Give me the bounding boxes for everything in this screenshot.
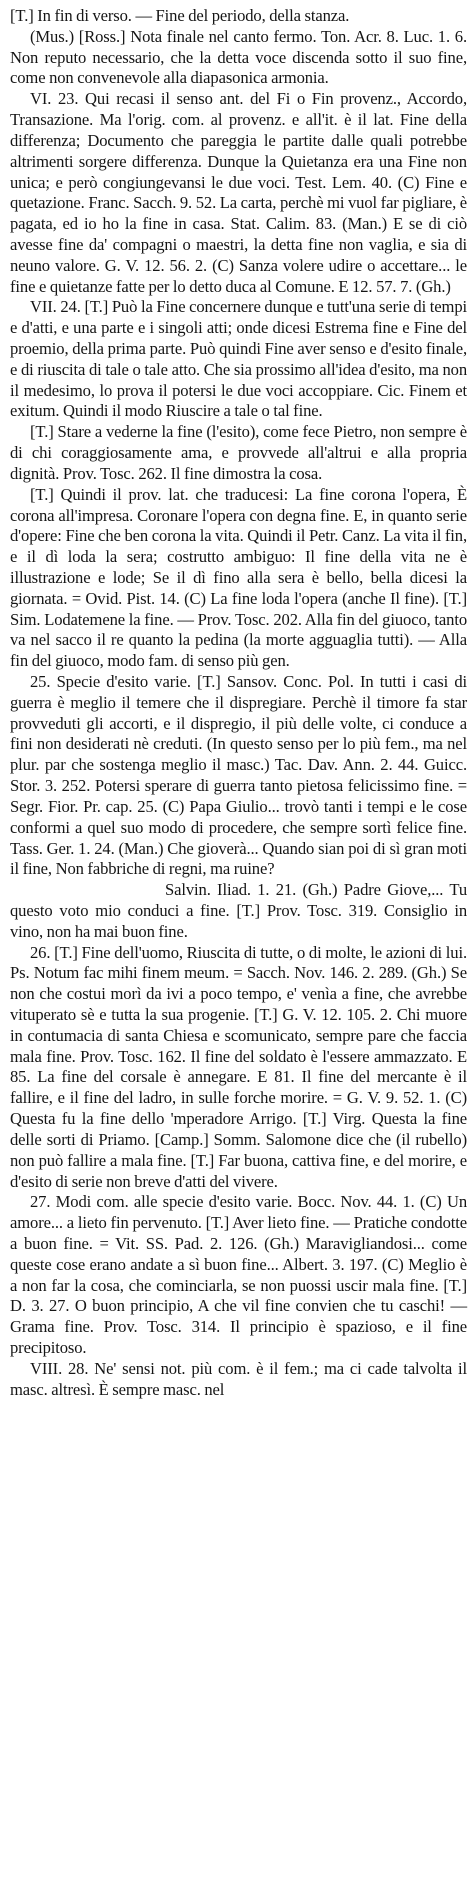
paragraph-outcome: [T.] Stare a vederne la fine (l'esito), come fece Pietro, non sempre è di chi coraggiosamente ama, e provvede all'altrui e alla propria dignità. Prov. Tosc. 262. Il fine dimostra la cosa. bbox=[10, 422, 467, 483]
paragraph-sense-8: VIII. 28. Ne' sensi not. più com. è il fem.; ma ci cade talvolta il masc. altresì. È sempre masc. nel bbox=[10, 1358, 467, 1399]
paragraph-sense-7: VII. 24. [T.] Può la Fine concernere dunque e tutt'una serie di tempi e d'atti, e una parte e i singoli atti; onde dicesi Estrema fine e Fine del proemio, della prima parte. Può quindi Fine aver senso e d'esito finale, e di riuscita di tale o tale atto. Che sia prossimo all'idea d'esito, ma non il medesimo, lo prova il potersi le due voci accoppiare. Cic. Finem et exitum. Quindi il modo Riuscire a tale o tal fine. bbox=[10, 297, 467, 421]
paragraph-salvini-quote: Salvin. Iliad. 1. 21. (Gh.) Padre Giove,... Tu questo voto mio conduci a fine. [T.] Prov. Tosc. 319. Consiglio in vino, non ha mai buon fine. bbox=[10, 880, 467, 941]
paragraph-sense-25: 25. Specie d'esito varie. [T.] Sansov. Conc. Pol. In tutti i casi di guerra è meglio il temere che il dispregiare. Perchè il timore fa star provveduti gli accorti, e il dispregio, il più delle volte, ci conduce a fini non desiderati nè creduti. (In questo senso per lo più fem., ma nel plur. par che sostenga meglio il masc.) Tac. Dav. Ann. 2. 44. Guicc. Stor. 3. 252. Potersi sperare di guerra tanto pietosa felicissimo fine. = Segr. Fior. Pr. cap. 25. (C) Papa Giulio... trovò tanti i tempi e le cose conformi a quel suo modo di procedere, che sempre sortì felice fine. Tass. Ger. 1. 24. (Man.) Che gioverà... Quando sian poi di sì gran moti il fine, Non fabbriche di regni, ma ruine? bbox=[10, 672, 467, 879]
paragraph-sense-26: 26. [T.] Fine dell'uomo, Riuscita di tutte, o di molte, le azioni di lui. Ps. Notum fac mihi finem meum. = Sacch. Nov. 146. 2. 289. (Gh.) Se non che costui morì da ivi a poco tempo, e' venìa a fine, che avrebbe vituperato sè e tutta la sua progenie. [T.] G. V. 12. 105. 2. Chi muore in contumacia di santa Chiesa e scomunicato, sempre pare che faccia mala fine. Prov. Tosc. 162. Il fine del soldato è l'essere ammazzato. E 85. La fine del corsale è annegare. E 81. Il fine del mercante è il fallire, e il fine del ladro, in sulle forche morire. = G. V. 9. 52. 1. (C) Questa fu la fine dello 'mperadore Arrigo. [T.] Virg. Questa la fine delle sorti di Priamo. [Camp.] Somm. Salomone dice che (il rubello) non può fallire a mala fine. [T.] Far buona, cattiva fine, e del morire, e d'esito di serie non breve d'atti del vivere. bbox=[10, 942, 467, 1191]
paragraph-line-end: [T.] In fin di verso. — Fine del periodo, della stanza. bbox=[10, 6, 350, 25]
paragraph-proverb-crown: [T.] Quindi il prov. lat. che traducesi: La fine corona l'opera, È corona all'impresa. Coronare l'opera con degna fine. E, in quanto serie d'opere: Fine che ben corona la vita. Quindi il Petr. Canz. La vita il fin, e il dì loda la sera; costrutto ambiguo: Il fine della vita ne è illustrazione e lode; Se il dì fino alla sera è bello, bella dicesi la giornata. = Ovid. Pist. 14. (C) La fine loda l'opera (anche Il fine). [T.] Sim. Lodatemene la fine. — Prov. Tosc. 202. Alla fin del giuoco, tanto va nel sacco il re quanto la pedina (la morte agguaglia tutti). — Alla fin del giuoco, modo fam. di senso più gen. bbox=[10, 484, 467, 671]
paragraph-sense-27: 27. Modi com. alle specie d'esito varie. Bocc. Nov. 44. 1. (C) Un amore... a lieto fin pervenuto. [T.] Aver lieto fine. — Pratiche condotte a buon fine. = Vit. SS. Pad. 2. 126. (Gh.) Maravigliandosi... come queste cose erano andate a sì buon fine... Albert. 3. 197. (C) Meglio è a non far la cosa, che cominciarla, se non puossi uscir mala fine. [T.] D. 3. 27. O buon principio, A che vil fine convien che tu caschi! — Grama fine. Prov. Tosc. 314. Il principio è spazioso, e il fine precipitoso. bbox=[10, 1192, 467, 1357]
paragraph-music: (Mus.) [Ross.] Nota finale nel canto fermo. Ton. Acr. 8. Luc. 1. 6. Non reputo necessario, che la detta voce discenda sotto il suo fine, come non convenevole alla diapasonica armonia. bbox=[10, 26, 467, 88]
paragraph-sense-6: VI. 23. Qui recasi il senso ant. del Fi o Fin provenz., Accordo, Transazione. Ma l'orig. com. al provenz. e all'it. è il lat. Fine della differenza; Documento che pareggia le partite dalle quali potrebbe altrimenti sorgere differenza. Dunque la Quietanza era una Fine non unica; e però congiungevansi le due voci. Test. Lem. 40. (C) Fine e quetazione. Franc. Sacch. 9. 52. La carta, perchè mi vuol far pigliare, è pagata, ed io ho la fine in casa. Stat. Calim. 83. (Man.) E se di ciò avesse fine da' compagni o maestri, la detta fine non vaglia, e sia di neuno valore. G. V. 12. 56. 2. (C) Sanza volere udire o accettare... le fine e quietanze fatte per lo detto duca al Comune. E 12. 57. 7. (Gh.) bbox=[10, 89, 467, 296]
